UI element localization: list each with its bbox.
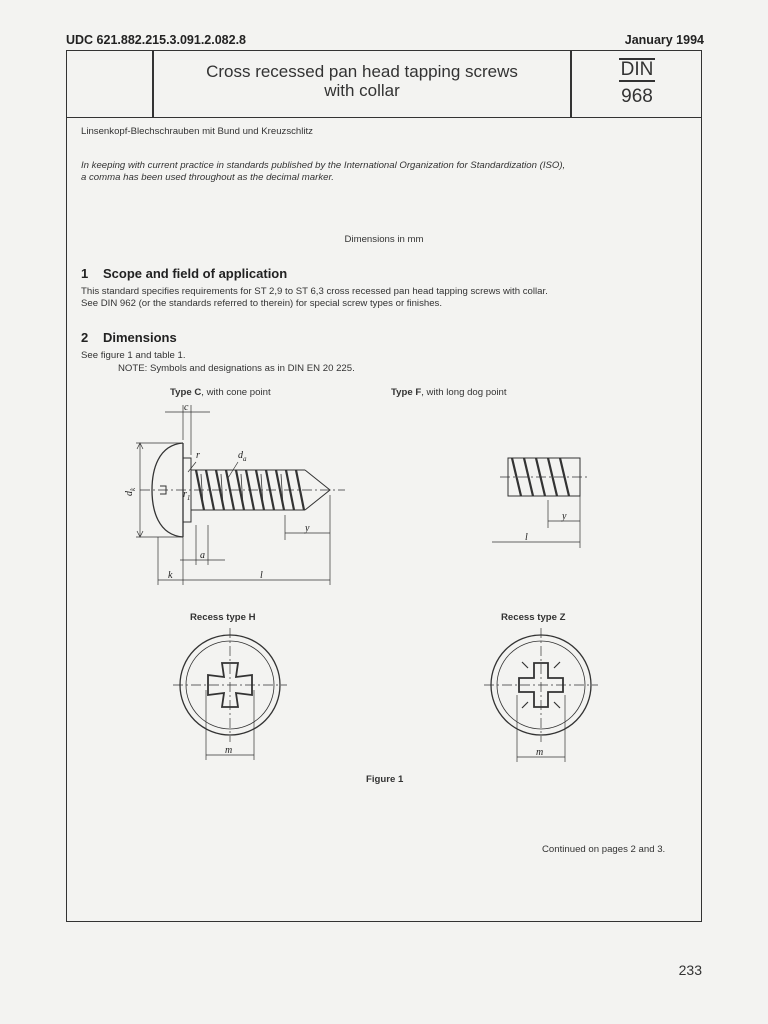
continued-note: Continued on pages 2 and 3. <box>542 844 666 855</box>
dim-label-k: k <box>168 570 173 581</box>
dim-label-l-c: l <box>260 570 263 581</box>
type-c-caption: Type C, with cone point <box>170 387 271 398</box>
dimensions-note: Dimensions in mm <box>344 234 424 245</box>
section-2-body: See figure 1 and table 1. <box>81 350 186 361</box>
type-f-caption: Type F, with long dog point <box>391 387 507 398</box>
recess-h-drawing <box>173 628 287 760</box>
figure-caption: Figure 1 <box>366 774 404 785</box>
section-1-heading: 1 Scope and field of application <box>81 266 288 281</box>
iso-note: In keeping with current practice in standards published by the International Organization for Standardization (ISO), a comma has been used throughout as the decimal marker. <box>81 160 566 183</box>
publication-date: January 1994 <box>624 33 704 47</box>
recess-z-label: Recess type Z <box>501 612 566 623</box>
dim-label-y-c: y <box>305 523 310 534</box>
type-c-screw-drawing <box>136 405 345 585</box>
din-number: 968 <box>621 86 653 107</box>
section-2-heading: 2 Dimensions <box>81 330 177 345</box>
document-title: Cross recessed pan head tapping screws with collar <box>206 62 518 100</box>
dim-label-r: r <box>196 450 200 461</box>
dim-label-da: $d_a$ <box>238 450 247 463</box>
recess-z-drawing <box>484 628 598 762</box>
type-f-screw-drawing <box>492 458 590 548</box>
recess-h-label: Recess type H <box>190 612 256 623</box>
dim-label-r1: $r_1$ <box>183 489 191 502</box>
dim-label-a: a <box>200 550 205 561</box>
dim-label-m-z: m <box>536 747 544 758</box>
section-1-body: This standard specifies requirements for ST 2,9 to ST 6,3 cross recessed pan head tapping screws with collar. See DIN 962 (or the standards referred to therein) for special screw types or finishes. <box>81 286 548 309</box>
section-2-note: NOTE: Symbols and designations as in DIN EN 20 225. <box>118 363 355 374</box>
dim-label-m-h: m <box>225 745 233 756</box>
dim-label-dk: $d_k$ <box>124 487 137 496</box>
dim-label-c: c <box>184 402 189 413</box>
german-title: Linsenkopf-Blechschrauben mit Bund und Kreuzschlitz <box>81 126 313 137</box>
page-number: 233 <box>678 962 702 978</box>
udc-code: UDC 621.882.215.3.091.2.082.8 <box>66 33 246 47</box>
din-logo: DIN <box>620 59 654 80</box>
dim-label-l-f: l <box>525 532 528 543</box>
dim-label-y-f: y <box>562 511 567 522</box>
